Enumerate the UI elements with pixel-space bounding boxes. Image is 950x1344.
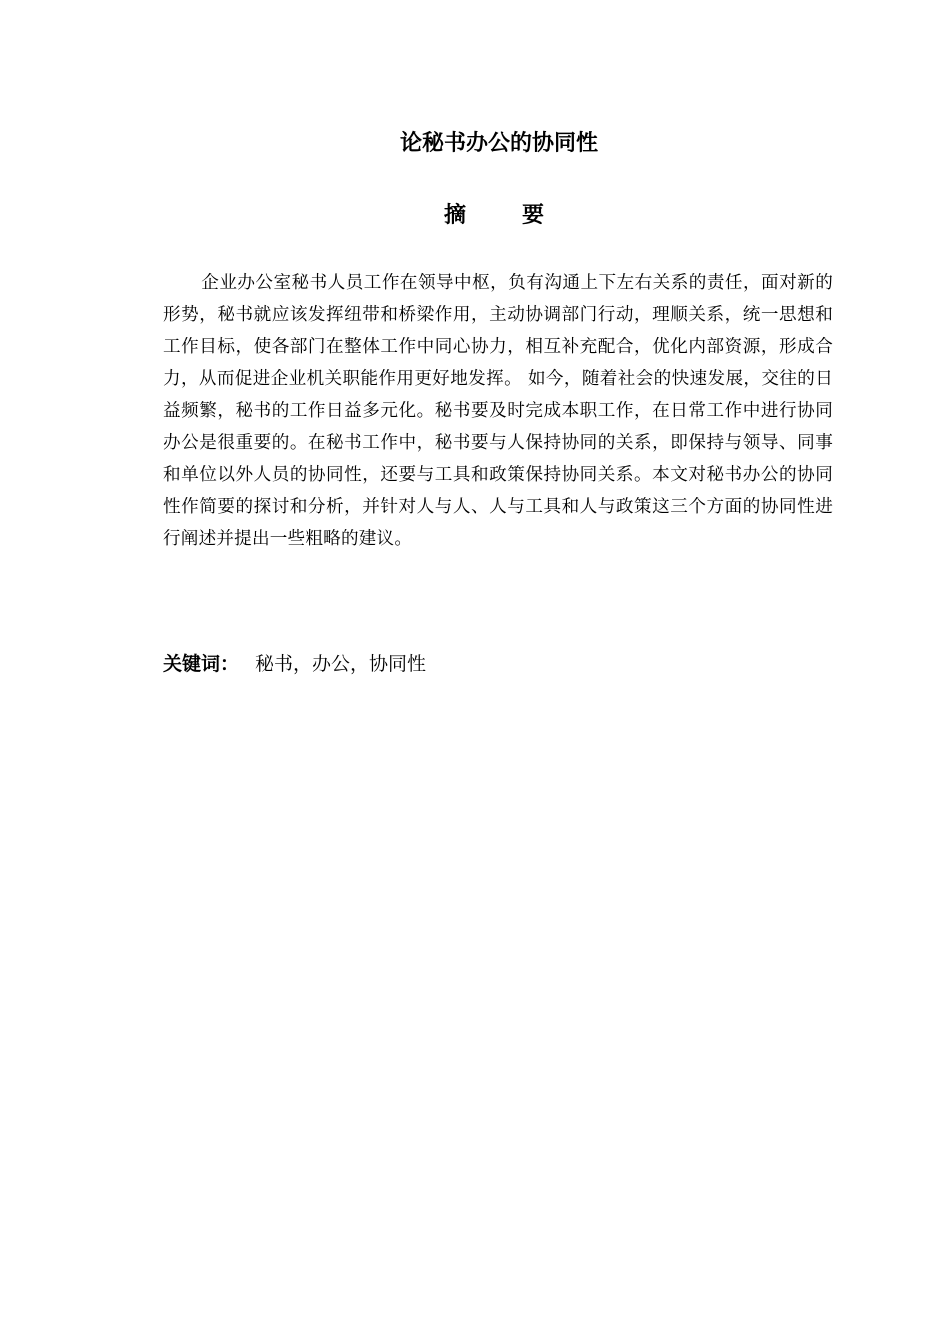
- keywords-line: [163, 648, 833, 680]
- document-title: 论秘书办公的协同性: [399, 131, 598, 156]
- abstract-heading: [0, 200, 950, 232]
- abstract-body-paragraph: [163, 267, 833, 555]
- keywords-values: 秘书，办公，协同性: [255, 653, 427, 675]
- abstract-body-text: 企业办公室秘书人员工作在领导中枢，负有沟通上下左右关系的责任，面对新的形势，秘书就应该发挥纽带和桥梁作用，主动协调部门行动，理顺关系，统一思想和工作目标，使各部门在整体工作中同心协力，相互补充配合，优化内部资源，形成合力，从而促进企业机关职能作用更好地发挥。 如今，随着社会的快速发展，交往的日益频繁，秘书的工作日益多元化。秘书要及时完成本职工作，在日常工作中进行协同办公是很重要的。在秘书工作中，秘书要与人保持协同的关系，即保持与领导、同事和单位以外人员的协同性，还要与工具和政策保持协同关系。本文对秘书办公的协同性作简要的探讨和分析，并针对人与人、人与工具和人与政策这三个方面的协同性进行阐述并提出一些粗略的建议。: [163, 273, 833, 549]
- abstract-heading-char-2: 要: [522, 203, 545, 228]
- keywords-label: 关键词：: [163, 653, 240, 675]
- abstract-heading-char-1: 摘: [443, 203, 466, 228]
